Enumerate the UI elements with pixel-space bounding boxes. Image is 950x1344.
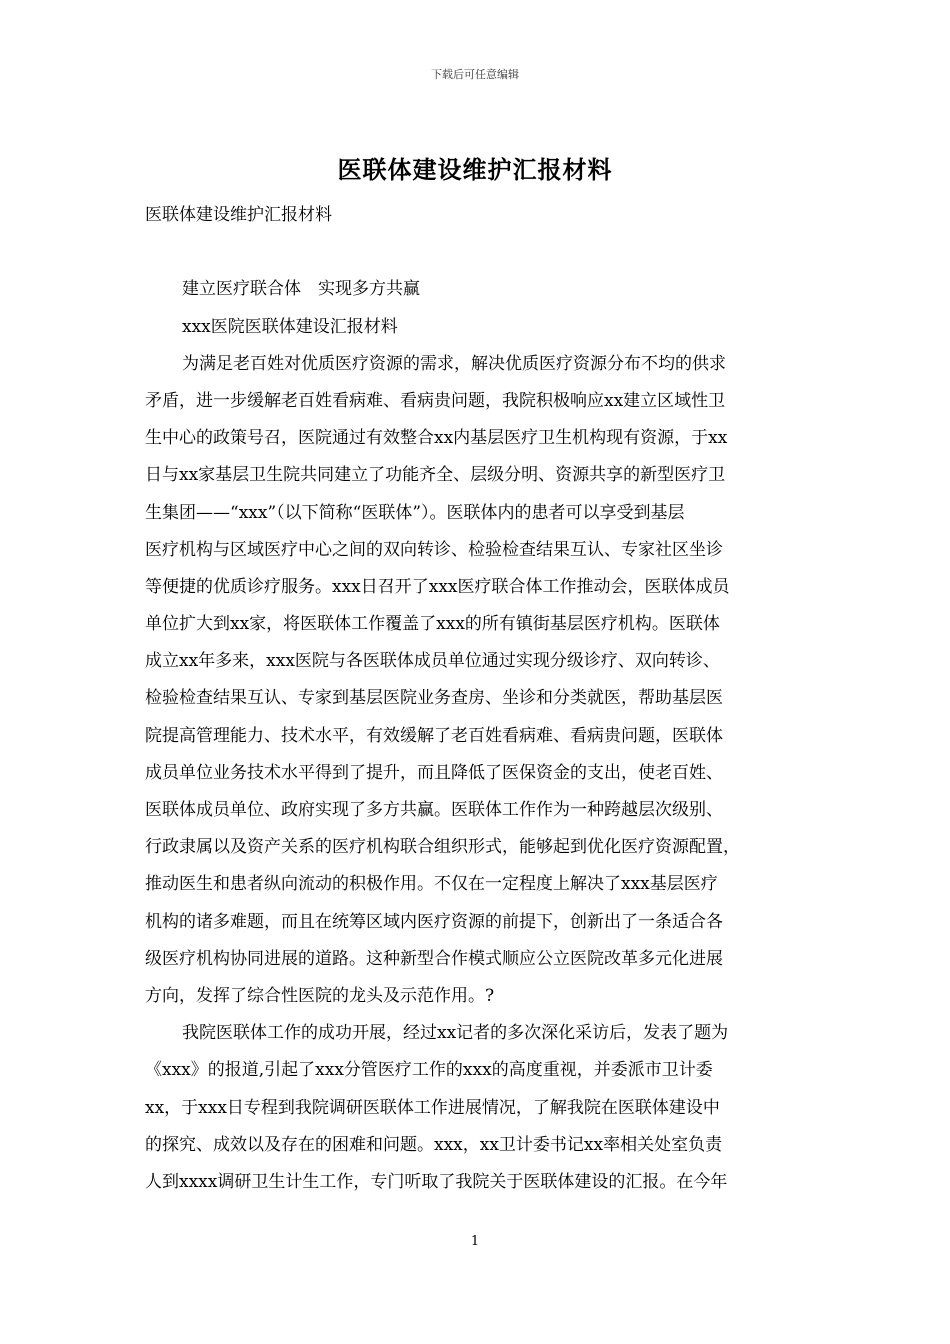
paragraph-line: 为满足老百姓对优质医疗资源的需求，解决优质医疗资源分布不均的供求 [182,353,726,374]
paragraph-line: 等便捷的优质诊疗服务。xxx日召开了xxx医疗联合体工作推动会，医联体成员 [145,576,730,597]
paragraph-line: 生集团——“xxx”（以下简称“医联体”）。医联体内的患者可以享受到基层 [145,502,685,523]
paragraph-line: 生中心的政策号召，医院通过有效整合xx内基层医疗卫生机构现有资源，于xx [145,428,728,449]
document-title: 医联体建设维护汇报材料 [337,155,613,184]
paragraph-line: 单位扩大到xx家，将医联体工作覆盖了xxx的所有镇街基层医疗机构。医联体 [145,614,720,635]
paragraph-line: 日与xx家基层卫生院共同建立了功能齐全、层级分明、资源共享的新型医疗卫 [145,465,726,486]
paragraph-line: 院提高管理能力、技术水平，有效缓解了老百姓看病难、看病贵问题，医联体 [145,725,723,746]
paragraph-line: 我院医联体工作的成功开展，经过xx记者的多次深化采访后，发表了题为 [182,1023,729,1044]
heading-1: 建立医疗联合体 实现多方共赢 [182,279,420,300]
paragraph-line: 推动医生和患者纵向流动的积极作用。不仅在一定程度上解决了xxx基层医疗 [145,874,718,895]
page-header-note: 下载后可任意编辑 [431,68,519,81]
paragraph-line: 级医疗机构协同进展的道路。这种新型合作模式顺应公立医院改革多元化进展 [145,948,723,969]
paragraph-line: xx，于xxx日专程到我院调研医联体工作进展情况，了解我院在医联体建设中 [145,1097,720,1118]
page-number: 1 [470,1234,480,1249]
paragraph-line: 检验检查结果互认、专家到基层医院业务查房、坐诊和分类就医，帮助基层医 [145,688,723,709]
paragraph-line: 矛盾，进一步缓解老百姓看病难、看病贵问题，我院积极响应xx建立区域性卫 [145,390,726,411]
document-body [145,197,817,1201]
paragraph-line: 医疗机构与区域医疗中心之间的双向转诊、检验检查结果互认、专家社区坐诊 [145,539,723,560]
paragraph-line: 成立xx年多来，xxx医院与各医联体成员单位通过实现分级诊疗、双向转诊、 [145,651,720,672]
paragraph-line: 《xxx》的报道,引起了xxx分管医疗工作的xxx的高度重视，并委派市卫计委 [145,1060,713,1081]
heading-2: xxx医院医联体建设汇报材料 [182,316,398,337]
paragraph-line: 人到xxxx调研卫生计生工作，专门听取了我院关于医联体建设的汇报。在今年 [145,1171,728,1192]
paragraph-line: 方向，发挥了综合性医院的龙头及示范作用。? [145,985,495,1006]
paragraph-line: 行政隶属以及资产关系的医疗机构联合组织形式，能够起到优化医疗资源配置， [145,837,740,858]
blank-line [145,234,817,271]
paragraph-line: 机构的诸多难题，而且在统筹区域内医疗资源的前提下，创新出了一条适合各 [145,911,723,932]
subtitle-line: 医联体建设维护汇报材料 [145,205,332,225]
paragraph-line: 成员单位业务技术水平得到了提升，而且降低了医保资金的支出，使老百姓、 [145,762,723,783]
paragraph-line: 医联体成员单位、政府实现了多方共赢。医联体工作作为一种跨越层次级别、 [145,800,723,820]
paragraph-line: 的探究、成效以及存在的困难和问题。xxx，xx卫计委书记xx率相关处室负责 [145,1134,723,1155]
